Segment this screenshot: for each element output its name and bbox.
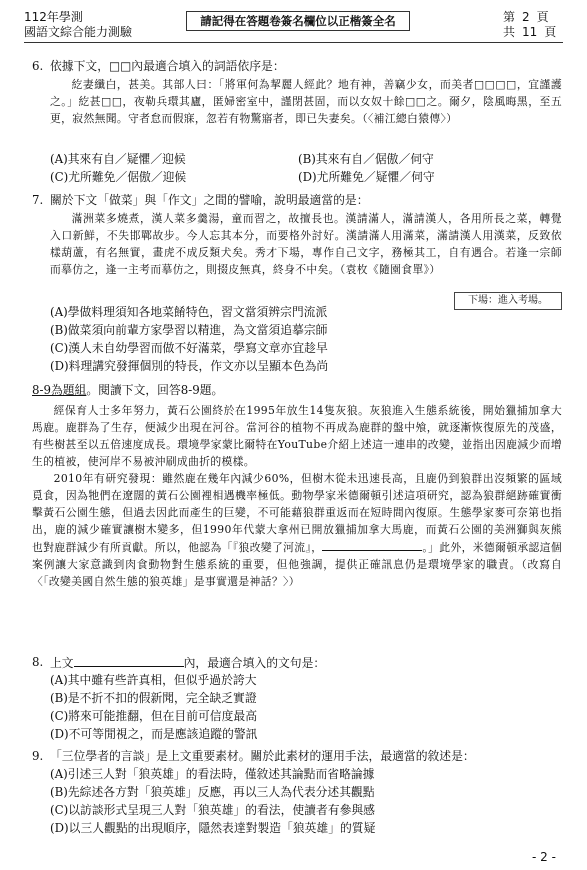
fill-blank bbox=[74, 654, 184, 667]
signature-notice: 請記得在答題卷簽名欄位以正楷簽全名 bbox=[186, 11, 410, 31]
header-left bbox=[24, 10, 132, 40]
subject-title: 國語文綜合能力測驗 bbox=[24, 25, 133, 39]
question-stem: 依據下文，□□內最適合填入的詞語依序是： bbox=[50, 59, 285, 73]
q7-option-d[interactable]: (D)料理講究發揮個別的特長，作文亦以呈顯本色為尚 bbox=[50, 359, 329, 373]
fill-blank bbox=[322, 538, 422, 551]
q7-option-b[interactable]: (B)做菜須向前輩方家學習以精進，為文當須追摹宗師 bbox=[50, 323, 328, 337]
q6-option-b[interactable]: (B)其來有自／倨傲／伺守 bbox=[298, 152, 434, 166]
question-number: 8. bbox=[32, 655, 44, 669]
q7-option-c[interactable]: (C)漢人未自幼學習而做不好滿菜，學寫文章亦宜趁早 bbox=[50, 341, 328, 355]
group-instruction: 。閱讀下文，回答8-9題。 bbox=[86, 383, 224, 397]
q7-option-a[interactable]: (A)學做料理須知各地菜餚特色，習文當須辨宗門流派 bbox=[50, 305, 328, 319]
passage-paragraph: 滿洲菜多燒煮，漢人菜多羹湯，童而習之，故擅長也。漢請滿人，滿請漢人，各用所長之菜，轉覺入口新鮮，不失邯鄲故步。今人忘其本分，而要格外討好。漢請滿人用滿菜，滿請漢人用漢菜，反致依樣葫蘆，有名無實，畫虎不成反類犬矣。秀才下場，專作自己文字，務極其工，自有遇合。若逢一宗師而摹仿之，逢一主考而摹仿之，則掇皮無真，終身不中矣。（袁枚《隨園食單》） bbox=[50, 212, 562, 276]
group-passage bbox=[32, 402, 562, 590]
q9-option-a[interactable]: (A)引述三人對「狼英雄」的看法時，僅敘述其論點而省略論據 bbox=[50, 767, 375, 781]
total-unit: 頁 bbox=[544, 25, 557, 39]
q8-option-d[interactable]: (D)不可等閒視之，而是應該追蹤的警訊 bbox=[50, 727, 258, 741]
question-stem: 關於下文「做菜」與「作文」之間的譬喻，說明最適當的是： bbox=[50, 193, 369, 207]
question-6-passage bbox=[50, 76, 562, 127]
page-label: 第 bbox=[503, 10, 516, 24]
total-number: 11 bbox=[522, 25, 538, 39]
question-number: 9. bbox=[32, 749, 44, 763]
q6-option-c[interactable]: (C)尤所難免／倨傲／迎候 bbox=[50, 170, 187, 184]
page-footer: - 2 - bbox=[532, 850, 556, 864]
header-right bbox=[503, 10, 556, 40]
q9-option-c[interactable]: (C)以訪談形式呈現三人對「狼英雄」的看法，使讀者有參與感 bbox=[50, 803, 375, 817]
header-divider bbox=[24, 42, 563, 43]
page-number: 2 bbox=[522, 10, 530, 24]
q6-option-d[interactable]: (D)尤所難免／疑懼／伺守 bbox=[298, 170, 435, 184]
question-number: 7. bbox=[32, 193, 44, 207]
total-label: 共 bbox=[503, 25, 516, 39]
q9-option-d[interactable]: (D)以三人觀點的出現順序，隱然表達對製造「狼英雄」的質疑 bbox=[50, 821, 376, 835]
question-group-heading bbox=[32, 382, 223, 399]
exam-year: 112年學測 bbox=[24, 10, 83, 24]
passage-paragraph-2: 2010年有研究發現：雖然鹿在幾年內減少60%，但樹木從未迅速長高，且鹿仍到狼群出沒頻繁的區域覓食，因為牠們在遼闊的黃石公園裡相遇機率極低。動物學家米德爾頓引述這項研究，認為狼群絕跡確實衝擊黃石公園生態，但過去因此而產生的巨變，不可能藉狼群重返而在短時間內復原。生態學家麥可奈第也指出，鹿的減少確實讓樹木變多，但1990年代蒙大拿州已開放獵捕加拿大馬鹿，而黃石公園的美洲獅與灰熊也對鹿群減少有所貢獻。所以，他認為「『狼改變了河流』， 。」此外，米德爾頓承認這個案例讓大家意識到肉食動物對生態系統的重要，但他強調，提供正確訊息仍是環境學家的職責。（改寫自〈「改變美國自然生態的狼英雄」是事實還是神話？〉） bbox=[32, 472, 562, 588]
question-stem: 「三位學者的言談」是上文重要素材。關於此素材的運用手法，最適當的敘述是： bbox=[50, 749, 475, 763]
question-number: 6. bbox=[32, 59, 44, 73]
passage-paragraph-1: 經保育人士多年努力，黃石公園終於在1995年放生14隻灰狼。灰狼進入生態系統後，開始獵捕加拿大馬鹿。鹿群為了生存，便減少出現在河谷。當河谷的植物不再成為鹿群的盤中飧，就逐漸恢復原先的茂盛，有些樹甚至以五倍速度成長。環境學家蒙比爾特在YouTube介紹上述這一連串的改變，並指出因鹿減少而增生的植被，使河岸不易被沖刷成曲折的模樣。 bbox=[32, 404, 562, 468]
q6-option-a[interactable]: (A)其來有自／疑懼／迎候 bbox=[50, 152, 186, 166]
stem-post: 內，最適合填入的文句是： bbox=[183, 656, 326, 670]
group-range: 8-9為題組 bbox=[32, 383, 87, 397]
q8-option-b[interactable]: (B)是不折不扣的假新聞，完全缺乏實證 bbox=[50, 691, 257, 705]
q9-option-b[interactable]: (B)先綜述各方對「狼英雄」反應，再以三人為代表分述其觀點 bbox=[50, 785, 375, 799]
page-unit: 頁 bbox=[536, 10, 549, 24]
footnote-box: 下場：進入考場。 bbox=[454, 292, 562, 310]
q8-option-c[interactable]: (C)將來可能推翻，但在目前可信度最高 bbox=[50, 709, 257, 723]
question-7-passage bbox=[50, 210, 562, 278]
passage-paragraph: 紇妻纖白，甚美。其部人曰：「將軍何為挈麗人經此？地有神，善竊少女，而美者□□□□，宜謹護之。」紇甚□□，夜勒兵環其廬，匿婦密室中，謹閉甚固，而以女奴十餘□□之。爾夕，陰風晦黑，至五更，寂然無聞。守者怠而假寐，忽若有物驚寤者，即已失妻矣。（〈補江總白猿傳〉） bbox=[50, 78, 562, 125]
stem-pre: 上文 bbox=[50, 656, 74, 670]
q8-option-a[interactable]: (A)其中雖有些許真相，但似乎過於誇大 bbox=[50, 673, 257, 687]
